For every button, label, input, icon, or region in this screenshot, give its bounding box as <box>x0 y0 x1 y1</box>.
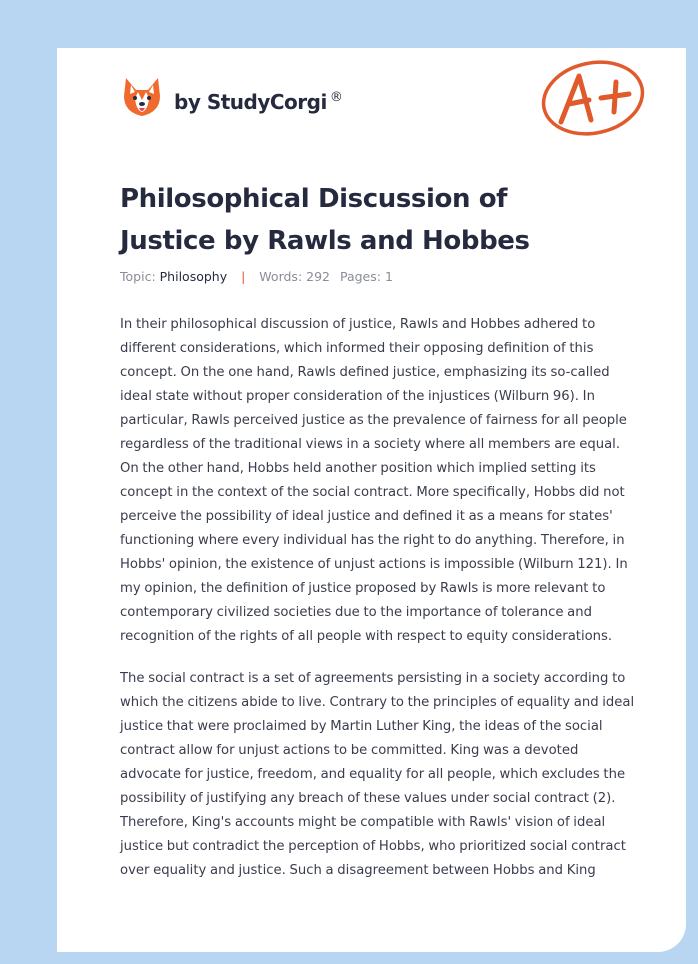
body-paragraph: The social contract is a set of agreements persisting in a society according to which the citizens abide to live. Contrary to the principles of equality and ideal justice that were proclaimed by Martin Luther King, the ideas of the social contract allow for unjust actions to be committed. King was a devoted advocate for justice, freedom, and equality for all people, which excludes the possibility of justifying any breach of these values under social contract (2). Therefore, King's accounts might be compatible with Rawls' vision of ideal justice but contradict the perception of Hobbs, who prioritized social contract over equality and justice. Such a disagreement between Hobbs and King <box>120 671 635 878</box>
registered-mark: ® <box>329 90 343 106</box>
studycorgi-logo[interactable] <box>122 76 342 122</box>
document-title: Philosophical Discussion of Justice by Rawls and Hobbes <box>120 184 530 256</box>
topic-label: Topic: <box>120 269 156 284</box>
corgi-logo-icon <box>122 76 162 122</box>
topic-link[interactable]: Philosophy <box>159 269 228 284</box>
document-body <box>120 313 636 901</box>
pages-label: Pages: <box>339 269 381 284</box>
meta-separator: | <box>241 269 246 284</box>
words-count: 292 <box>306 269 330 284</box>
a-plus-grade-icon <box>537 58 649 140</box>
words-label: Words: <box>259 269 303 284</box>
document-page <box>57 48 686 952</box>
pages-count: 1 <box>384 269 393 284</box>
document-meta <box>120 269 393 284</box>
brand-name-text: by StudyCorgi <box>174 90 327 114</box>
brand-name <box>174 90 342 114</box>
body-paragraph: In their philosophical discussion of justice, Rawls and Hobbes adhered to different considerations, which informed their opposing definition of this concept. On the one hand, Rawls defined justice, emphasizing its so-called ideal state without proper consideration of the injustices (Wilburn 96). In particular, Rawls perceived justice as the prevalence of fairness for all people regardless of the traditional views in a society where all members are equal. On the other hand, Hobbs held another position which implied setting its concept in the context of the social contract. More specifically, Hobbs did not perceive the possibility of ideal justice and defined it as a means for states' functioning where every individual has the right to do anything. Therefore, in Hobbs' opinion, the existence of unjust actions is impossible (Wilburn 121). In my opinion, the definition of justice proposed by Rawls is more relevant to contemporary civilized societies due to the importance of tolerance and recognition of the rights of all people with respect to equity considerations. <box>120 317 628 644</box>
